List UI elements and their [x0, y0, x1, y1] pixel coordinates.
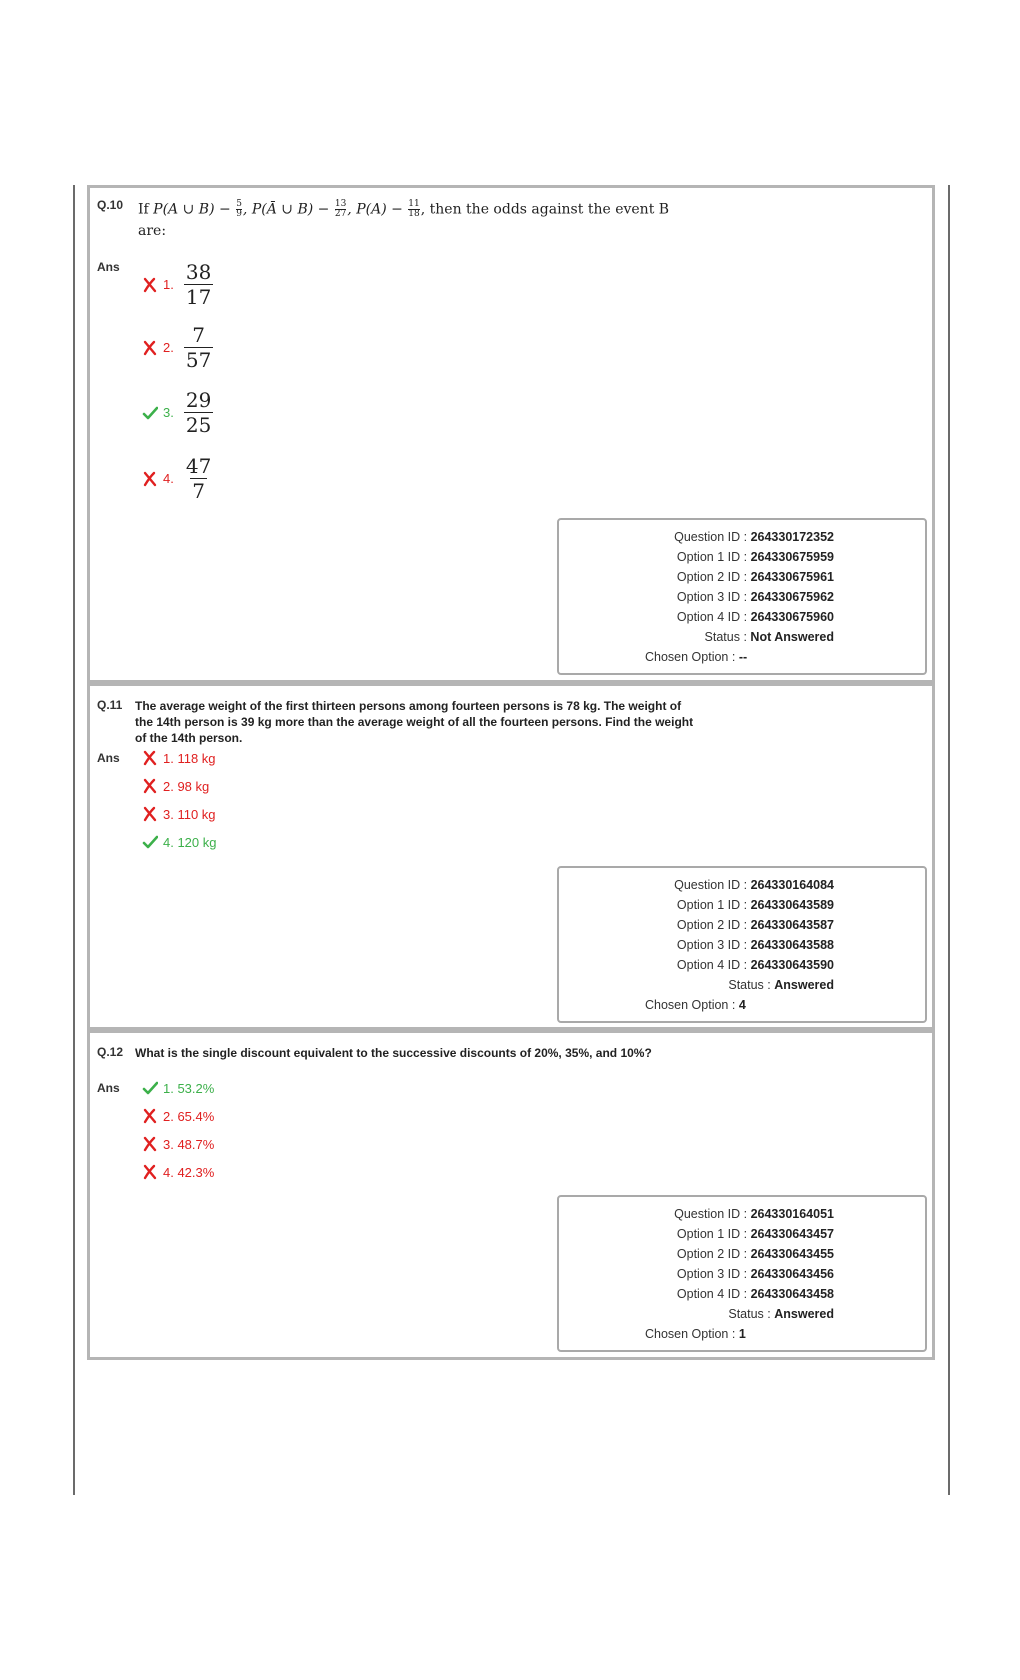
option-2-id-row: Option 2 ID : 264330643587: [676, 918, 834, 932]
option-1-id-row: Option 1 ID : 264330643589: [676, 898, 834, 912]
option-4: [142, 834, 217, 850]
status-row: Status : Answered: [728, 1307, 834, 1321]
cross-icon: [142, 1136, 158, 1152]
option-text: 1. 53.2%: [163, 1080, 215, 1096]
ans-label: Ans: [97, 260, 120, 274]
cross-icon: [142, 1164, 158, 1180]
option-label: 4.: [163, 471, 174, 486]
ans-label: Ans: [97, 751, 120, 765]
question-text-expr4: , then the odds against the event B: [420, 201, 670, 218]
option-fraction: $\frac{29}{25}$: [185, 388, 212, 437]
option-fraction: $\frac{47}{7}$: [185, 454, 212, 503]
option-fraction: $\frac{7}{57}$: [185, 323, 212, 372]
option-4-id-row: Option 4 ID : 264330643590: [676, 958, 834, 972]
option-3: [142, 1136, 214, 1152]
option-3-id-row: Option 3 ID : 264330675962: [676, 590, 834, 604]
cross-icon: [142, 778, 158, 794]
left-page-border: [73, 185, 75, 1495]
question-id-row: Question ID : 264330164051: [674, 1207, 834, 1221]
question-number: Q.12: [97, 1045, 124, 1059]
option-text: 4. 120 kg: [163, 834, 217, 850]
question-text-expr2: , P(Ā ∪ B) −: [242, 201, 330, 218]
option-2: [142, 323, 213, 372]
option-label: 3.: [163, 405, 174, 420]
check-icon: [142, 1080, 158, 1096]
question-text: The average weight of the first thirteen persons among fourteen persons is 78 kg. The weight of the 14th person is 39 kg more than the average weight of all the fourteen persons. Find the weight of the 14th person.: [135, 699, 694, 745]
question-info-box: [557, 866, 927, 1023]
cross-icon: [142, 471, 158, 487]
option-3-id-row: Option 3 ID : 264330643456: [676, 1267, 834, 1281]
option-text: 3. 110 kg: [163, 806, 216, 822]
option-1: [142, 260, 213, 309]
question-number: Q.11: [97, 698, 123, 712]
option-4: [142, 454, 213, 503]
status-row: Status : Answered: [728, 978, 834, 992]
option-3: [142, 806, 216, 822]
option-1: [142, 1080, 214, 1096]
question-12-panel: [87, 1030, 935, 1360]
question-text-expr1: P(A ∪ B) −: [153, 201, 231, 218]
chosen-option-row: Chosen Option : --: [645, 650, 748, 664]
chosen-option-row: Chosen Option : 1: [645, 1327, 746, 1341]
question-text-expr3: , P(A) −: [347, 201, 403, 218]
fraction-5-9: $\frac{5}{9}$: [236, 199, 242, 219]
right-page-border: [948, 185, 950, 1495]
question-id-row: Question ID : 264330172352: [674, 530, 834, 544]
option-text: 2. 65.4%: [163, 1108, 215, 1124]
cross-icon: [142, 1108, 158, 1124]
cross-icon: [142, 750, 158, 766]
ans-label: Ans: [97, 1081, 120, 1095]
option-1-id-row: Option 1 ID : 264330643457: [676, 1227, 834, 1241]
option-4-id-row: Option 4 ID : 264330643458: [676, 1287, 834, 1301]
cross-icon: [142, 340, 158, 356]
option-4-id-row: Option 4 ID : 264330675960: [676, 610, 834, 624]
option-2-id-row: Option 2 ID : 264330675961: [676, 570, 834, 584]
option-text: 2. 98 kg: [163, 778, 210, 794]
question-id-row: Question ID : 264330164084: [674, 878, 834, 892]
question-text: What is the single discount equivalent to the successive discounts of 20%, 35%, and 10%?: [135, 1046, 652, 1060]
check-icon: [142, 405, 158, 421]
check-icon: [142, 834, 158, 850]
option-text: 4. 42.3%: [163, 1164, 215, 1180]
status-row: Status : Not Answered: [704, 630, 834, 644]
cross-icon: [142, 277, 158, 293]
option-1-id-row: Option 1 ID : 264330675959: [676, 550, 834, 564]
question-text-line2: are:: [138, 223, 167, 239]
question-10-panel: [87, 185, 935, 683]
option-text: 1. 118 kg: [163, 750, 216, 766]
option-2: [142, 778, 209, 794]
chosen-option-row: Chosen Option : 4: [645, 998, 746, 1012]
option-2: [142, 1108, 214, 1124]
cross-icon: [142, 806, 158, 822]
question-11-panel: [87, 683, 935, 1030]
option-4: [142, 1164, 214, 1180]
option-2-id-row: Option 2 ID : 264330643455: [676, 1247, 834, 1261]
option-label: 1.: [163, 277, 174, 292]
option-3-id-row: Option 3 ID : 264330643588: [676, 938, 834, 952]
fraction-11-18: $\frac{11}{18}$: [408, 199, 420, 219]
option-3: [142, 388, 213, 437]
question-number: Q.10: [97, 198, 124, 212]
question-text: [138, 200, 738, 239]
fraction-13-27: $\frac{13}{27}$: [334, 199, 347, 219]
option-label: 2.: [163, 340, 174, 355]
option-1: [142, 750, 216, 766]
question-info-box: [557, 518, 927, 675]
option-text: 3. 48.7%: [163, 1136, 215, 1152]
question-info-box: [557, 1195, 927, 1352]
question-text-if: If: [138, 201, 149, 218]
option-fraction: $\frac{38}{17}$: [185, 260, 212, 309]
